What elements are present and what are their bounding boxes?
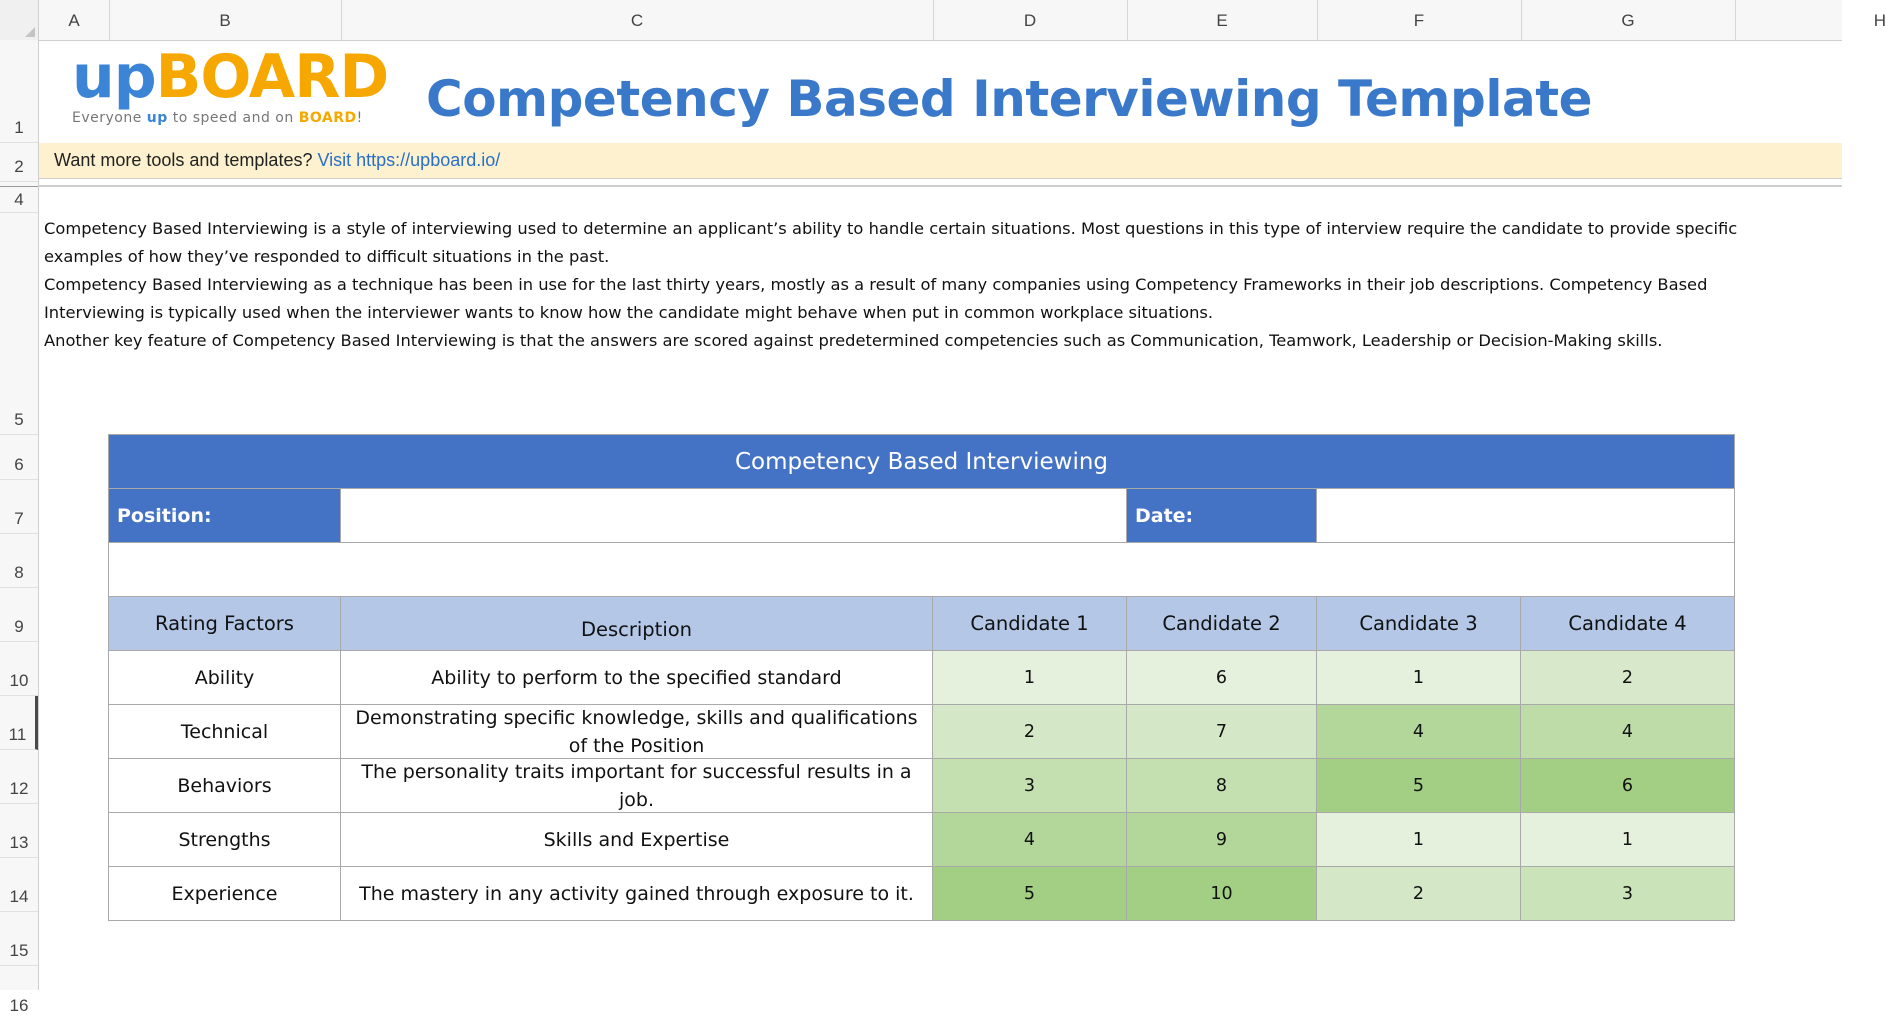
score-cell-candidate-2[interactable]: 9 [1126,812,1317,867]
column-header-a[interactable]: A [39,0,110,40]
logo-board: BOARD [155,42,389,112]
row-header-9[interactable]: 9 [0,588,38,642]
score-cell-candidate-3[interactable]: 2 [1316,866,1521,921]
row-header-12[interactable]: 12 [0,750,38,804]
header-candidate-2: Candidate 2 [1126,596,1317,651]
row-header-10[interactable]: 10 [0,642,38,696]
promo-link[interactable]: Visit https://upboard.io/ [317,150,501,170]
score-cell-candidate-2[interactable]: 6 [1126,650,1317,705]
logo-up: up [72,42,156,112]
description-cell[interactable]: The mastery in any activity gained through exposure to it. [340,866,933,921]
score-cell-candidate-1[interactable]: 1 [932,650,1127,705]
divider [39,185,1842,187]
row-header-11[interactable]: 11 [0,696,38,750]
score-cell-candidate-4[interactable]: 2 [1520,650,1735,705]
row-header-8[interactable]: 8 [0,534,38,588]
row-header-7[interactable]: 7 [0,480,38,534]
promo-text: Want more tools and templates? [54,150,318,170]
header-candidate-4: Candidate 4 [1520,596,1735,651]
intro-paragraph-3: Another key feature of Competency Based Interviewing is that the answers are scored against predetermined competencies such as Communication, Teamwork, Leadership or Decision-Making skills. [44,331,1663,350]
description-cell[interactable]: Demonstrating specific knowledge, skills and qualifications of the Position [340,704,933,759]
position-label: Position: [108,488,341,543]
score-cell-candidate-4[interactable]: 6 [1520,758,1735,813]
description-cell[interactable]: Ability to perform to the specified standard [340,650,933,705]
column-header-bar [0,0,1886,41]
column-header-b[interactable]: B [109,0,342,40]
score-cell-candidate-3[interactable]: 5 [1316,758,1521,813]
column-header-g[interactable]: G [1521,0,1736,40]
select-all-icon [25,27,35,37]
score-cell-candidate-2[interactable]: 10 [1126,866,1317,921]
row-header-4[interactable]: 4 [0,187,38,213]
date-input[interactable] [1316,488,1735,543]
score-cell-candidate-1[interactable]: 2 [932,704,1127,759]
description-cell[interactable]: The personality traits important for successful results in a job. [340,758,933,813]
score-cell-candidate-1[interactable]: 5 [932,866,1127,921]
column-header-c[interactable]: C [341,0,934,40]
row-header-16[interactable]: 16 [9,996,29,1015]
score-cell-candidate-1[interactable]: 4 [932,812,1127,867]
column-header-f[interactable]: F [1317,0,1522,40]
rating-factor-cell[interactable]: Ability [108,650,341,705]
score-cell-candidate-3[interactable]: 4 [1316,704,1521,759]
logo-tagline: Everyone up to speed and on BOARD! [72,110,363,126]
header-description: Description [340,596,933,651]
intro-paragraph-2: Competency Based Interviewing as a technique has been in use for the last thirty years, mostly as a result of many companies using Competency Frameworks in their job descriptions. Competency Based Interviewing is typically used when the interviewer wants to know how the candidate might behave when put in common workplace situations. [44,275,1708,322]
rating-factor-cell[interactable]: Behaviors [108,758,341,813]
row-header-2[interactable]: 2 [0,143,38,182]
upboard-logo [72,42,389,126]
rating-factor-cell[interactable]: Technical [108,704,341,759]
rating-factor-cell[interactable]: Experience [108,866,341,921]
row-header-bar [0,40,39,1015]
row-header-5[interactable]: 5 [0,213,38,435]
row-header-13[interactable]: 13 [0,804,38,858]
spacer-row[interactable] [108,542,1735,597]
header-candidate-1: Candidate 1 [932,596,1127,651]
logo-wordmark [72,42,389,112]
promo-bar [39,143,1842,179]
intro-text [44,215,1764,355]
column-header-h[interactable]: H [1873,11,1886,30]
score-cell-candidate-2[interactable]: 7 [1126,704,1317,759]
description-cell[interactable]: Skills and Expertise [340,812,933,867]
row-header-1[interactable]: 1 [0,40,38,143]
header-candidate-3: Candidate 3 [1316,596,1521,651]
score-cell-candidate-4[interactable]: 4 [1520,704,1735,759]
score-cell-candidate-2[interactable]: 8 [1126,758,1317,813]
select-all-corner[interactable] [0,0,39,40]
score-cell-candidate-4[interactable]: 1 [1520,812,1735,867]
page-title: Competency Based Interviewing Template [426,70,1593,128]
column-header-d[interactable]: D [933,0,1128,40]
position-input[interactable] [340,488,1127,543]
row-header-14[interactable]: 14 [0,858,38,912]
score-cell-candidate-3[interactable]: 1 [1316,812,1521,867]
intro-paragraph-1: Competency Based Interviewing is a style of interviewing used to determine an applicant’s ability to handle certain situations. Most questions in this type of interview require the candidate to provide specific examples of how they’ve responded to difficult situations in the past. [44,219,1738,266]
table-title: Competency Based Interviewing [108,434,1735,489]
score-cell-candidate-3[interactable]: 1 [1316,650,1521,705]
column-header-e[interactable]: E [1127,0,1318,40]
score-cell-candidate-1[interactable]: 3 [932,758,1127,813]
row-header-6[interactable]: 6 [0,435,38,480]
date-label: Date: [1126,488,1317,543]
score-cell-candidate-4[interactable]: 3 [1520,866,1735,921]
row-header-15[interactable]: 15 [0,912,38,966]
header-rating-factors: Rating Factors [108,596,341,651]
rating-factor-cell[interactable]: Strengths [108,812,341,867]
competency-table [108,434,1735,922]
